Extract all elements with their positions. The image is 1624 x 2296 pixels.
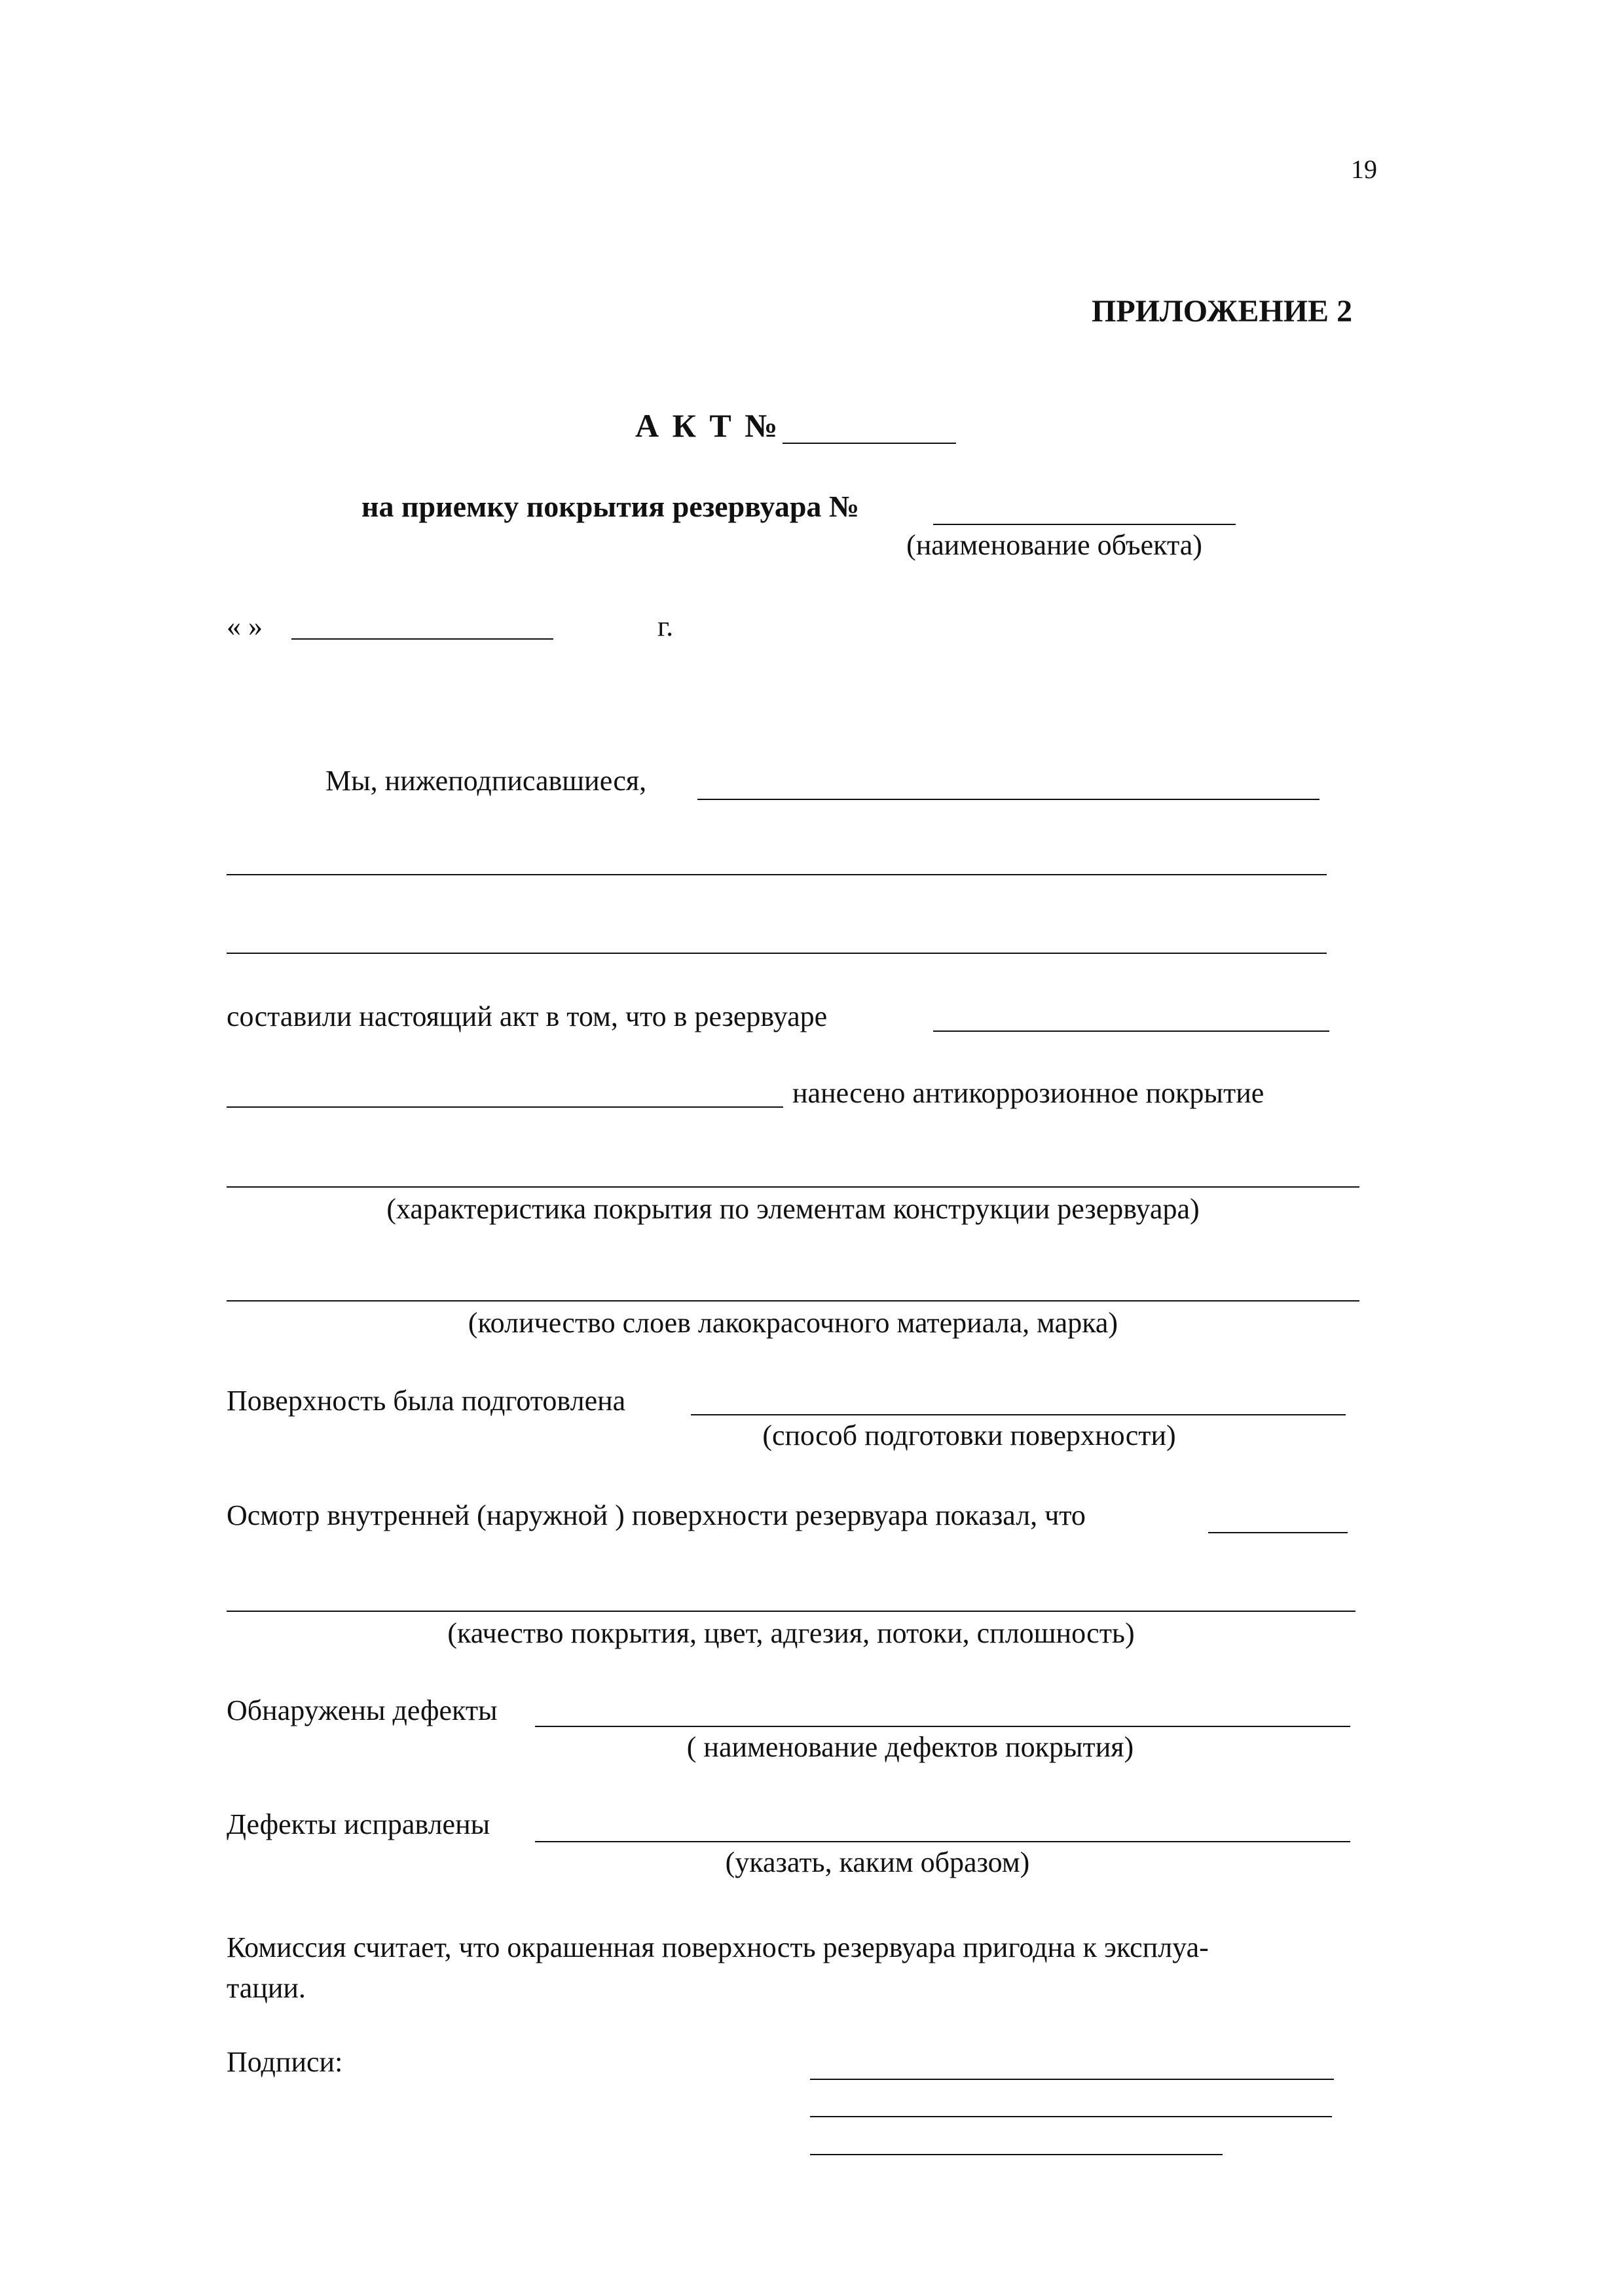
compiled-act-text: составили настоящий акт в том, что в резервуаре — [227, 1000, 828, 1032]
defects-fixed-label: Дефекты исправлены — [227, 1808, 490, 1840]
undersigned-blank-1[interactable] — [697, 799, 1320, 800]
signatures-label: Подписи: — [227, 2046, 343, 2078]
signature-line-3[interactable] — [810, 2154, 1223, 2155]
signature-line-1[interactable] — [810, 2079, 1334, 2080]
defects-found-blank[interactable] — [535, 1726, 1350, 1727]
date-year-suffix: г. — [657, 610, 674, 642]
surface-prepared-blank[interactable] — [691, 1414, 1346, 1415]
coating-blank[interactable] — [227, 1106, 783, 1108]
undersigned-blank-3[interactable] — [227, 953, 1327, 954]
inspection-blank-2[interactable] — [227, 1611, 1356, 1612]
appendix-heading: ПРИЛОЖЕНИЕ 2 — [1092, 294, 1353, 329]
layers-caption: (количество слоев лакокрасочного материала, марка) — [468, 1307, 1118, 1339]
fixed-caption: (указать, каким образом) — [725, 1846, 1030, 1878]
characteristics-caption: (характеристика покрытия по элементам конструкции резервуара) — [386, 1193, 1200, 1225]
undersigned-label: Мы, нижеподписавшиеся, — [325, 765, 647, 797]
defects-caption: ( наименование дефектов покрытия) — [686, 1731, 1134, 1763]
tank-blank[interactable] — [933, 1030, 1329, 1032]
act-subtitle: на приемку покрытия резервуара № — [361, 490, 860, 523]
defects-fixed-blank[interactable] — [535, 1841, 1350, 1842]
surface-prepared-label: Поверхность была подготовлена — [227, 1385, 626, 1417]
coating-applied-text: нанесено антикоррозионное покрытие — [792, 1077, 1264, 1109]
inspection-text: Осмотр внутренней (наружной ) поверхности резервуара показал, что — [227, 1499, 1086, 1531]
act-number-blank[interactable] — [783, 443, 956, 444]
object-name-caption: (наименование объекта) — [906, 529, 1202, 561]
quality-caption: (качество покрытия, цвет, адгезия, потоки, сплошность) — [447, 1617, 1135, 1649]
date-blank[interactable] — [291, 638, 553, 640]
tank-number-blank[interactable] — [933, 524, 1236, 525]
signature-line-2[interactable] — [810, 2116, 1332, 2117]
page-number: 19 — [1351, 155, 1377, 184]
defects-found-label: Обнаружены дефекты — [227, 1694, 498, 1726]
act-title: А К Т № — [635, 407, 781, 444]
layers-blank[interactable] — [227, 1300, 1359, 1302]
date-quotes: « » — [227, 610, 263, 642]
preparation-caption: (способ подготовки поверхности) — [762, 1419, 1176, 1451]
characteristics-blank[interactable] — [227, 1186, 1359, 1188]
undersigned-blank-2[interactable] — [227, 874, 1327, 875]
commission-text-line2: тации. — [227, 1972, 306, 2004]
commission-text-line1: Комиссия считает, что окрашенная поверхность резервуара пригодна к эксплуа- — [227, 1931, 1209, 1963]
inspection-blank-1[interactable] — [1208, 1532, 1348, 1533]
